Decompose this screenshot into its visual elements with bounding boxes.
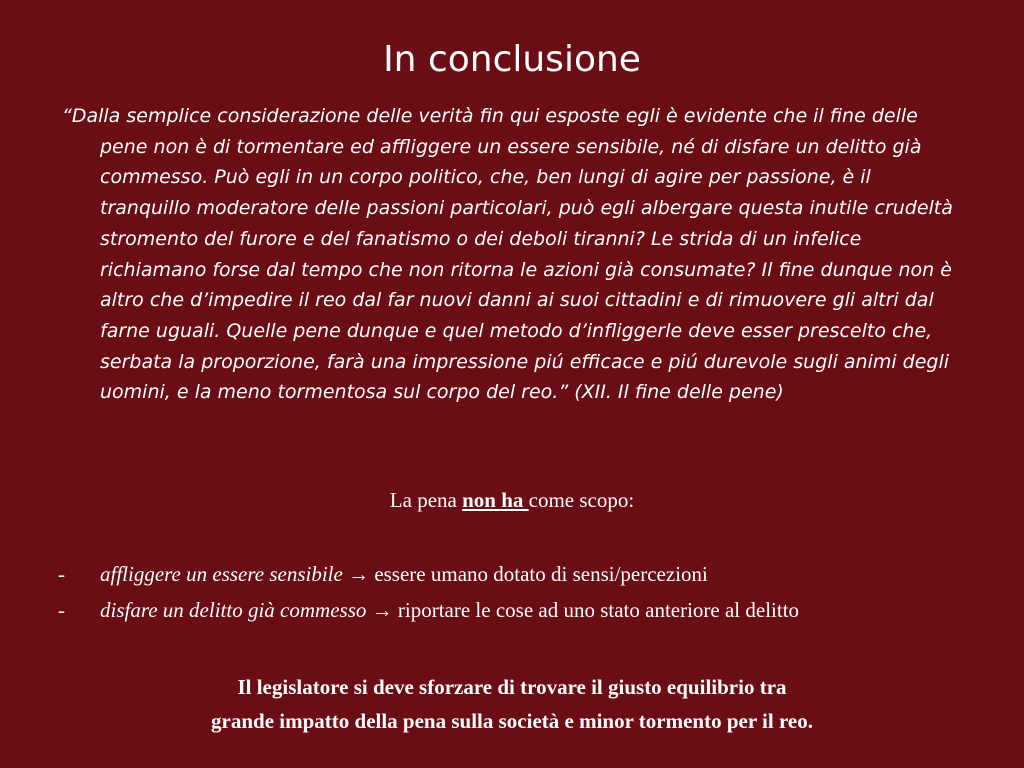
- list-dash: -: [58, 598, 65, 622]
- list-item: [58, 560, 998, 596]
- intro-text-before: La pena: [389, 488, 463, 512]
- arrow-right-icon: →: [366, 598, 398, 622]
- slide-title: In conclusione: [383, 39, 641, 80]
- intro-emphasis: non ha: [462, 488, 529, 512]
- list-dash: -: [58, 562, 65, 586]
- list-term: disfare un delitto già commesso: [100, 598, 367, 622]
- intro-text-after: come scopo:: [528, 488, 635, 512]
- list-item: [58, 596, 998, 632]
- list-term: affliggere un essere sensibile: [100, 562, 343, 586]
- list-meaning: essere umano dotato di sensi/percezioni: [374, 562, 708, 586]
- conclusion-line-1: Il legislatore si deve sforzare di trovare il giusto equilibrio tra: [237, 675, 787, 699]
- intro-sentence: [0, 486, 1024, 514]
- purpose-list: [58, 560, 998, 632]
- conclusion: [0, 670, 1024, 738]
- conclusion-line-2: grande impatto della pena sulla società e minor tormento per il reo.: [211, 709, 813, 733]
- beccaria-quote: “Dalla semplice considerazione delle verità fin qui esposte egli è evidente che il fine delle pene non è di tormentare ed affliggere un essere sensibile, né di disfare un delitto già commesso. Può egli in un corpo politico, che, ben lungi di agire per passione, è il tranquillo moderatore delle passioni particolari, può egli albergare questa inutile crudeltà stromento del furore e del fanatismo o dei deboli tiranni? Le strida di un infelice richiamano forse dal tempo che non ritorna le azioni già consumate? Il fine dunque non è altro che d’impedire il reo dal far nuovi danni ai suoi cittadini e di rimuovere gli altri dal farne uguali. Quelle pene dunque e quel metodo d’infliggerle deve esser prescelto che, serbata la proporzione, farà una impressione piú efficace e piú durevole sugli animi degli uomini, e la meno tormentosa sul corpo del reo.” (XII. Il fine delle pene): [62, 105, 953, 404]
- list-meaning: riportare le cose ad uno stato anteriore al delitto: [397, 598, 800, 622]
- arrow-right-icon: →: [342, 562, 375, 586]
